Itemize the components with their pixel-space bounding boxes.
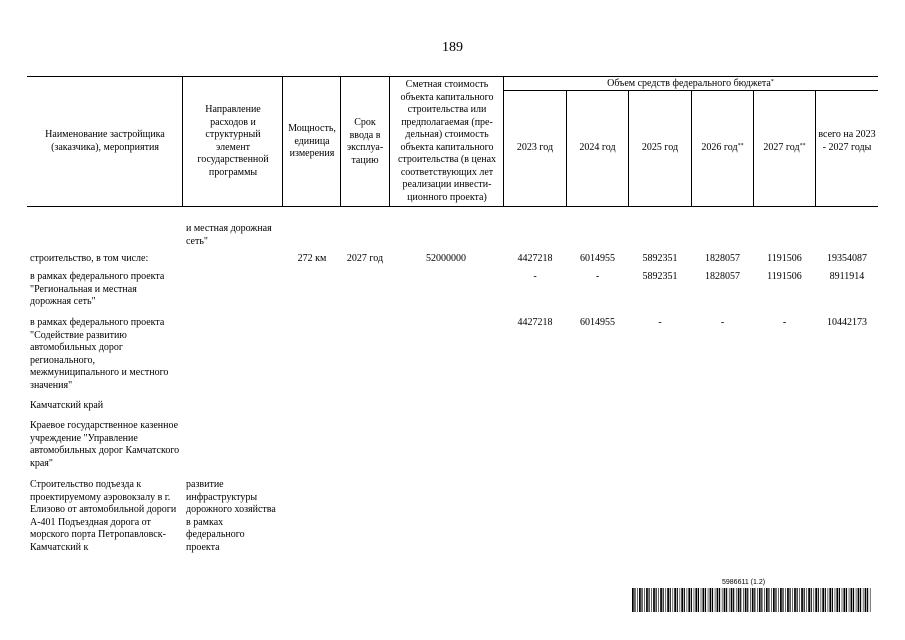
row-value-2027: - (782, 317, 787, 328)
barcode-bar (632, 588, 634, 612)
barcode-bar (785, 588, 786, 612)
barcode-bar (634, 588, 635, 612)
barcode-bar (722, 588, 723, 612)
barcode-bar (775, 588, 776, 612)
row-name: Краевое государственное казенное учреждение "Управление автомобильных дорог Камчатского края" (30, 420, 180, 469)
barcode-bar (637, 588, 638, 612)
row-total: 10442173 (827, 317, 867, 328)
header-bottom-line (27, 206, 878, 207)
header-year-2023 (504, 142, 566, 155)
barcode-bar (814, 588, 815, 612)
barcode-bar (687, 588, 688, 612)
barcode-bar (856, 588, 857, 612)
row-value-2026: - (720, 317, 725, 328)
barcode-bar (715, 588, 716, 612)
barcode-bar (747, 588, 748, 612)
barcode-bar (705, 588, 706, 612)
barcode-bar (794, 588, 796, 612)
barcode-bar (771, 588, 772, 612)
row-value-2026: 1828057 (705, 253, 740, 264)
row-value-2024: - (595, 271, 600, 282)
barcode-bar (653, 588, 655, 612)
barcode-bar (684, 588, 685, 612)
barcode-bar (701, 588, 702, 612)
row-value-2027: 1191506 (767, 271, 802, 282)
barcode-bar (863, 588, 864, 612)
header-direction: Направление расходов и структурный элемент государственной программы (197, 104, 269, 178)
row-value-2025: 5892351 (642, 253, 678, 264)
barcode-bar (726, 588, 727, 612)
barcode-bar (849, 588, 850, 612)
row-value-2023: 4427218 (517, 317, 553, 328)
barcode-bar (846, 588, 847, 612)
barcode-bar (766, 588, 768, 612)
barcode-bar (832, 588, 833, 612)
barcode-bar (719, 588, 720, 612)
barcode-bar (797, 588, 798, 612)
barcode-bar (708, 588, 709, 612)
footnote-mark: * (770, 79, 774, 85)
barcode-bar (804, 588, 805, 612)
row-total: 19354087 (827, 253, 867, 264)
footnote-mark: ** (799, 143, 806, 149)
barcode-bar (680, 588, 681, 612)
footnote-mark: ** (737, 143, 744, 149)
column-separator (182, 76, 183, 206)
barcode-bar (681, 588, 683, 612)
row-value-2024: 6014955 (580, 317, 615, 328)
barcode-bar (761, 588, 762, 612)
barcode-bar (694, 588, 695, 612)
header-year-2024 (567, 142, 628, 155)
barcode-bar (801, 588, 803, 612)
barcode-bar (665, 588, 666, 612)
header-year-label: 2026 год (701, 142, 738, 153)
barcode-bar (674, 588, 676, 612)
barcode-bar (825, 588, 826, 612)
barcode-bar (740, 588, 741, 612)
barcode-bar (754, 588, 755, 612)
barcode-bar (658, 588, 659, 612)
row-value-2025: - (658, 317, 662, 328)
barcode-bar (733, 588, 734, 612)
barcode-bar (731, 588, 733, 612)
row-term: 2027 год (346, 253, 384, 264)
header-cost: Сметная стоимость объекта капитального строительства или предполагаемая (пре- дельная) стоимость объекта капитального строительства (в ценах соответствующих лет реализации инвести- ционного проекта) (397, 79, 497, 203)
column-separator (503, 76, 504, 206)
barcode-bar (703, 588, 705, 612)
barcode (632, 588, 872, 612)
header-year-label: 2027 год (763, 142, 800, 153)
barcode-bar (867, 588, 868, 612)
barcode-bar (806, 588, 807, 612)
barcode-bar (759, 588, 761, 612)
barcode-bar (649, 588, 650, 612)
barcode-bar (673, 588, 674, 612)
barcode-bar (641, 588, 642, 612)
barcode-bar (644, 588, 645, 612)
header-term: Срок ввода в эксплуа- тацию (346, 117, 384, 166)
row-value-2024: 6014955 (580, 253, 615, 264)
barcode-bar (822, 588, 824, 612)
barcode-bar (670, 588, 671, 612)
row-name: Камчатский край (30, 400, 104, 411)
barcode-bar (667, 588, 669, 612)
barcode-bar (853, 588, 854, 612)
row-value-2023: - (533, 271, 537, 282)
barcode-bar (768, 588, 769, 612)
barcode-bar (710, 588, 712, 612)
barcode-bar (808, 588, 810, 612)
header-year-label: 2025 год (641, 142, 679, 153)
barcode-bar (695, 588, 697, 612)
barcode-bar (851, 588, 853, 612)
barcode-bar (836, 588, 838, 612)
barcode-bar (773, 588, 775, 612)
barcode-bar (828, 588, 829, 612)
barcode-bar (858, 588, 860, 612)
barcode-bar (757, 588, 758, 612)
row-value-2026: 1828057 (705, 271, 740, 282)
header-top-line (27, 76, 878, 77)
barcode-bar (663, 588, 664, 612)
header-year-label: 2024 год (579, 142, 616, 153)
barcode-bar (691, 588, 692, 612)
barcode-bar (829, 588, 831, 612)
barcode-bar (724, 588, 726, 612)
barcode-bar (778, 588, 779, 612)
barcode-bar (764, 588, 765, 612)
barcode-bar (688, 588, 690, 612)
row-name: строительство, в том числе: (30, 253, 149, 264)
barcode-bar (651, 588, 652, 612)
barcode-bar (844, 588, 846, 612)
column-separator (340, 76, 341, 206)
row-name: в рамках федерального проекта "Содействие развитию автомобильных дорог регионального, межмуниципального и местного значения" (30, 317, 169, 391)
barcode-bar (729, 588, 730, 612)
header-budget-group (505, 78, 876, 91)
row-total: 8911914 (829, 271, 865, 282)
barcode-bar (738, 588, 740, 612)
row-name: в рамках федерального проекта "Региональная и местная дорожная сеть" (30, 271, 165, 307)
row-cost: 52000000 (426, 253, 466, 264)
barcode-bar (660, 588, 662, 612)
header-total: всего на 2023 - 2027 годы (818, 129, 876, 153)
header-name: Наименование застройщика (заказчика), мероприятия (45, 129, 165, 153)
barcode-bar (646, 588, 648, 612)
barcode-text: 5986611 (1.2) (722, 579, 766, 586)
barcode-bar (790, 588, 791, 612)
column-separator (389, 76, 390, 206)
row-value-2023: 4427218 (517, 253, 553, 264)
column-separator (815, 90, 816, 206)
barcode-bar (780, 588, 782, 612)
barcode-bar (750, 588, 751, 612)
page-number: 189 (442, 40, 463, 55)
row-name: Строительство подъезда к проектируемому аэровокзалу в г. Елизово от автомобильной дороги А-401 Подъездная дорога от морского порта Петропавловск-Камчатский к (30, 479, 177, 553)
barcode-bar (839, 588, 840, 612)
barcode-bar (821, 588, 822, 612)
row-value-2027: 1191506 (767, 253, 802, 264)
barcode-bar (792, 588, 793, 612)
barcode-bar (835, 588, 836, 612)
barcode-bar (811, 588, 812, 612)
barcode-bar (815, 588, 817, 612)
barcode-bar (842, 588, 843, 612)
header-year-label: 2023 год (516, 142, 554, 153)
barcode-bar (745, 588, 747, 612)
barcode-bar (818, 588, 819, 612)
barcode-bar (717, 588, 719, 612)
barcode-bar (860, 588, 861, 612)
column-separator (282, 76, 283, 206)
barcode-bar (736, 588, 737, 612)
barcode-bar (870, 588, 871, 612)
row-value-2025: 5892351 (642, 271, 678, 282)
barcode-bar (865, 588, 867, 612)
header-budget-group-label: Объем средств федерального бюджета (607, 78, 771, 89)
barcode-bar (787, 588, 789, 612)
row-direction: и местная дорожная сеть" (186, 223, 272, 247)
barcode-bar (743, 588, 744, 612)
row-direction: развитие инфраструктуры дорожного хозяйства в рамках федерального проекта (186, 479, 276, 553)
barcode-bar (799, 588, 800, 612)
barcode-bar (656, 588, 657, 612)
barcode-bar (752, 588, 754, 612)
header-year-2026 (692, 142, 753, 155)
header-year-2025 (629, 142, 691, 155)
barcode-bar (698, 588, 699, 612)
barcode-bar (677, 588, 678, 612)
row-capacity: 272 км (297, 253, 327, 264)
barcode-bar (782, 588, 783, 612)
barcode-bar (712, 588, 713, 612)
header-year-2027 (754, 142, 815, 155)
barcode-bar (639, 588, 641, 612)
header-capacity: Мощность, единица измерения (288, 123, 336, 159)
